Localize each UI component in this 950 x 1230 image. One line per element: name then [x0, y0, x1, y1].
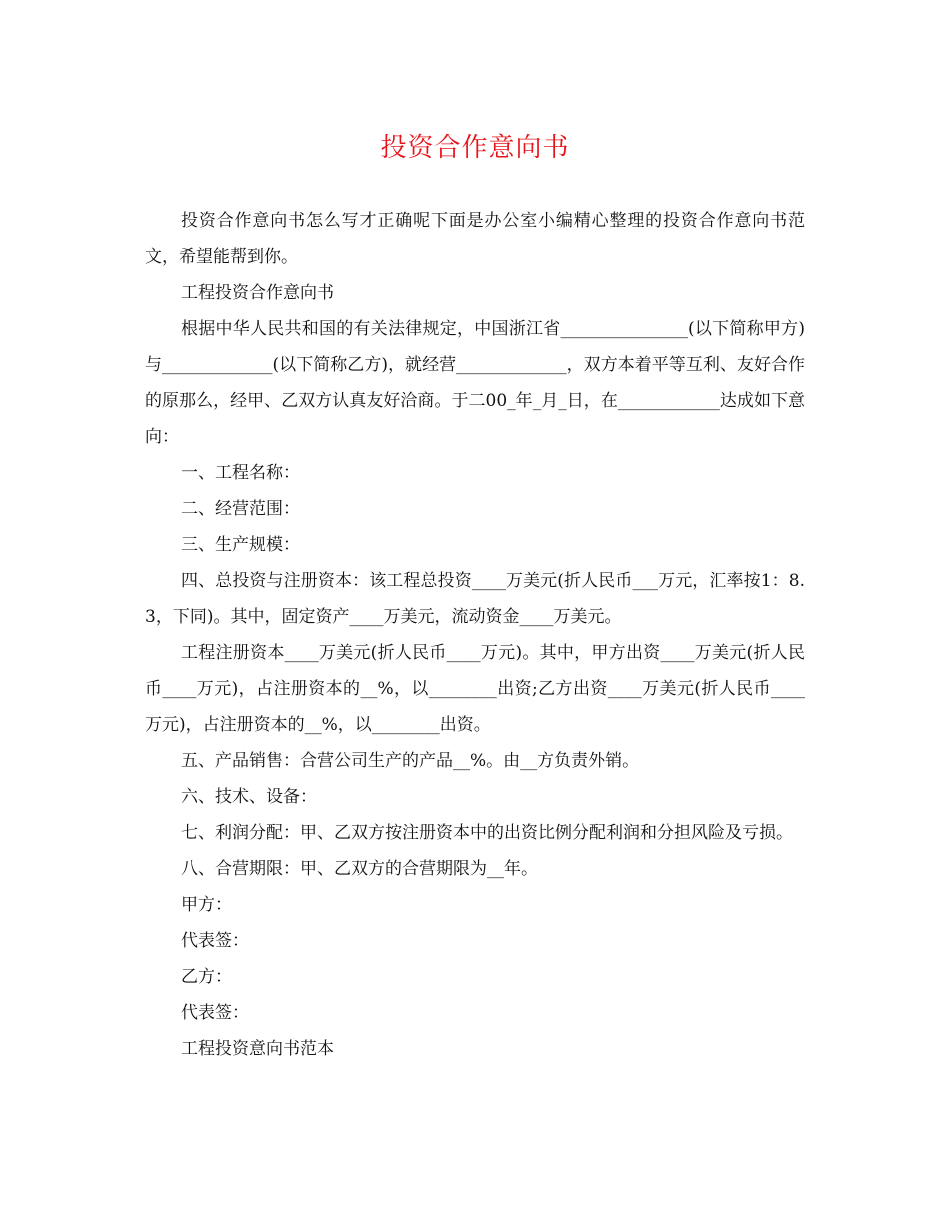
party-b-signature-label: 代表签： [181, 1003, 249, 1023]
party-b-label: 乙方： [181, 967, 232, 987]
template-heading: 工程投资意向书范本 [181, 1039, 334, 1059]
item-production-scale: 三、生产规模： [181, 535, 300, 555]
item-joint-venture-term: 八、合营期限：甲、乙双方的合营期限为__年。 [181, 859, 538, 879]
preamble-paragraph: 根据中华人民共和国的有关法律规定，中国浙江省_______________(以下简称甲方)与_____________(以下简称乙方)，就经营_____________，双方本着平等互利、友好合作的原那么，经甲、乙双方认真友好洽商。于二00_年_月_日，在____________达成如下意向： [145, 319, 805, 447]
item-total-investment: 四、总投资与注册资本：该工程总投资____万美元(折人民币___万元，汇率按1：8.3，下同)。其中，固定资产____万美元，流动资金____万美元。 [145, 571, 805, 627]
intro-paragraph: 投资合作意向书怎么写才正确呢下面是办公室小编精心整理的投资合作意向书范文，希望能帮到你。 [145, 211, 805, 267]
section-heading: 工程投资合作意向书 [181, 283, 334, 303]
document-title: 投资合作意向书 [380, 133, 570, 163]
item-business-scope: 二、经营范围： [181, 499, 300, 519]
registered-capital-paragraph: 工程注册资本____万美元(折人民币____万元)。其中，甲方出资____万美元(折人民币____万元)，占注册资本的__%，以________出资;乙方出资____万美元(折人民币____万元)，占注册资本的__%，以________出资。 [145, 643, 805, 735]
party-a-label: 甲方： [181, 895, 232, 915]
item-product-sales: 五、产品销售：合营公司生产的产品__%。由__方负责外销。 [181, 751, 640, 771]
item-profit-distribution: 七、利润分配：甲、乙双方按注册资本中的出资比例分配利润和分担风险及亏损。 [181, 823, 793, 843]
item-technology-equipment: 六、技术、设备： [181, 787, 317, 807]
document-body [145, 203, 805, 1067]
item-project-name: 一、工程名称： [181, 463, 300, 483]
party-a-signature-label: 代表签： [181, 931, 249, 951]
